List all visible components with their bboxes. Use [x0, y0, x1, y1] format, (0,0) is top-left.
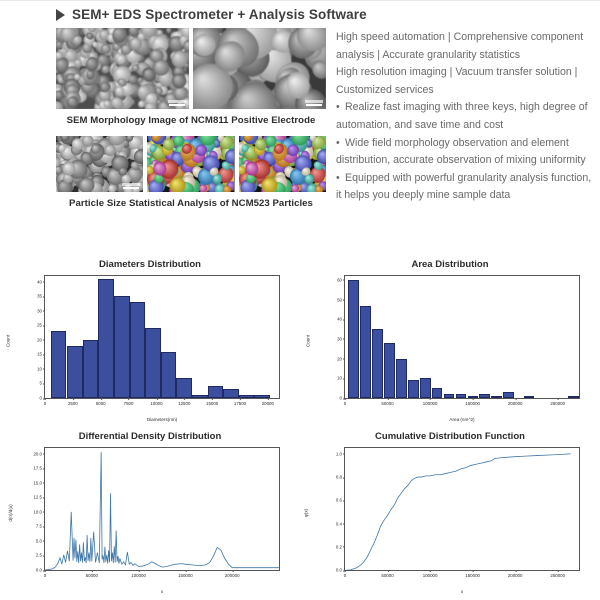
chart-area-distribution — [300, 255, 600, 427]
bar — [432, 388, 443, 398]
chart-title: Diameters Distribution — [99, 259, 201, 270]
x-axis-tick: 15000 — [206, 401, 219, 406]
x-axis-tick: 0 — [43, 573, 47, 578]
top-divider — [0, 0, 600, 1]
bullet-icon: • — [336, 171, 340, 184]
segmentation-overlay-pass1 — [147, 136, 234, 192]
bar — [396, 359, 407, 398]
x-axis-tick: 50000 — [85, 573, 98, 578]
plot-area — [37, 275, 280, 406]
y-axis-tick: 0.0 — [335, 567, 342, 573]
chart-title: Differential Density Distribution — [78, 431, 222, 442]
y-axis-label: φ(x) — [303, 508, 309, 518]
chart-diameters-distribution — [0, 255, 300, 427]
gallery-caption-2: Particle Size Statistical Analysis of NCM523 Particles — [69, 198, 313, 209]
bar — [348, 280, 359, 398]
x-axis-tick: 0 — [343, 573, 347, 578]
x-axis-tick: 0 — [343, 401, 347, 406]
bar-series — [45, 276, 279, 398]
bar — [420, 378, 431, 398]
x-axis-tick: 50000 — [381, 401, 394, 406]
x-axis-label: x — [160, 589, 164, 594]
y-axis-tick: 0 — [39, 395, 42, 401]
y-axis-tick: 15 — [37, 351, 42, 357]
bar — [114, 296, 130, 398]
y-axis-tick: 40 — [37, 279, 42, 285]
feature-bullet-1 — [336, 99, 594, 134]
y-axis-tick: 0.4 — [335, 521, 342, 527]
x-axis-tick: 250000 — [550, 401, 566, 406]
y-axis-tick: 1.0 — [335, 451, 342, 457]
y-axis-tick: 20.0 — [33, 451, 42, 457]
gallery-column — [56, 28, 326, 209]
y-axis-tick: 0.2 — [335, 544, 342, 550]
feature-bullet-2-text: Wide field morphology observation and element distribution, accurate observation of mixing uniformity — [336, 136, 586, 167]
x-axis-tick: 100000 — [422, 401, 438, 406]
line-series — [45, 448, 279, 570]
x-axis-tick: 150000 — [178, 573, 193, 578]
scale-bar-icon — [123, 187, 139, 189]
data-line — [45, 452, 279, 570]
x-axis-tick: 50000 — [381, 573, 394, 578]
x-axis-tick: 150000 — [465, 401, 480, 406]
y-axis-label: Count — [5, 334, 11, 348]
page-title: SEM+ EDS Spectrometer + Analysis Software — [72, 7, 367, 22]
bar — [444, 394, 455, 398]
y-axis-tick: 60 — [337, 277, 342, 283]
y-axis-tick: 30 — [337, 336, 342, 342]
page-header — [0, 0, 600, 28]
bar — [130, 302, 146, 398]
bar — [161, 352, 177, 398]
x-axis-tick: 100000 — [422, 573, 438, 578]
x-axis-tick: 7500 — [123, 401, 134, 406]
y-axis-tick: 17.5 — [33, 465, 42, 471]
sem-micrograph-ncm523 — [56, 136, 143, 192]
chart-differential-density-distribution — [0, 427, 300, 599]
gallery-row-2 — [56, 136, 326, 192]
sem-micrograph-wide-field — [56, 28, 189, 109]
y-axis-tick: 0.8 — [335, 474, 342, 480]
x-axis-tick: 2500 — [67, 401, 78, 406]
bar — [145, 328, 161, 398]
bar — [479, 394, 490, 398]
y-axis-tick: 5.0 — [35, 538, 42, 544]
bullet-icon: • — [336, 101, 340, 114]
y-axis-tick: 20 — [37, 337, 42, 343]
bar — [239, 395, 255, 398]
y-axis-tick: 0 — [339, 395, 342, 401]
bar — [384, 343, 395, 398]
feature-bullet-1-text: Realize fast imaging with three keys, high degree of automation, and save time and cost — [336, 101, 588, 131]
bar-series — [345, 276, 579, 398]
plot-area — [33, 447, 280, 578]
x-axis-tick: 10000 — [150, 401, 163, 406]
y-axis-tick: 25 — [37, 322, 42, 328]
bar — [98, 279, 114, 398]
plot-area — [335, 447, 580, 578]
y-axis-tick: 30 — [37, 308, 42, 314]
y-axis-tick: 2.5 — [35, 552, 42, 558]
feature-bullet-2 — [336, 135, 594, 170]
charts-grid — [0, 255, 600, 599]
bar — [568, 396, 579, 398]
bar — [456, 394, 467, 398]
bar — [67, 346, 83, 398]
bar — [360, 306, 371, 398]
x-axis-tick: 17500 — [233, 401, 247, 406]
y-axis-tick: 35 — [37, 293, 42, 299]
gallery-row-1 — [56, 28, 326, 109]
y-axis-tick: 20 — [337, 356, 342, 362]
bar — [208, 386, 224, 398]
chart-cumulative-distribution-function — [300, 427, 600, 599]
x-axis-tick: 0 — [43, 401, 47, 406]
segmentation-overlay-pass2 — [239, 136, 326, 192]
y-axis-tick: 0.0 — [35, 567, 42, 573]
bar — [372, 329, 383, 398]
chart-title: Cumulative Distribution Function — [375, 431, 525, 442]
bar — [254, 395, 270, 398]
y-axis-label: Count — [305, 334, 311, 348]
x-axis-tick: 250000 — [550, 573, 566, 578]
x-axis-tick: 150000 — [465, 573, 480, 578]
y-axis-tick: 5 — [39, 380, 42, 386]
y-axis-tick: 7.5 — [35, 523, 42, 529]
y-axis-tick: 15.0 — [33, 480, 42, 486]
feature-line-2: High resolution imaging | Vacuum transfer solution | Customized services — [336, 66, 578, 96]
x-axis-tick: 100000 — [131, 573, 146, 578]
line-series — [345, 448, 579, 570]
y-axis-tick: 12.5 — [33, 494, 42, 500]
y-axis-tick: 40 — [337, 316, 342, 322]
feature-list — [336, 28, 594, 209]
scale-bar-icon — [169, 104, 185, 106]
x-axis-tick: 20000 — [261, 401, 274, 406]
bar — [223, 389, 239, 398]
scale-bar-icon — [306, 104, 322, 106]
bar — [176, 378, 192, 398]
bar — [503, 392, 514, 398]
bar — [491, 396, 502, 398]
bar — [468, 396, 479, 398]
bar — [192, 395, 208, 398]
x-axis-label: Diameters(nm) — [146, 417, 178, 422]
bar — [408, 380, 419, 398]
bar — [51, 331, 67, 398]
x-axis-tick: 12500 — [178, 401, 191, 406]
bullet-icon: • — [336, 136, 340, 149]
y-axis-tick: 0.6 — [335, 497, 342, 503]
plot-area — [337, 275, 580, 406]
x-axis-tick: 200000 — [224, 573, 240, 578]
feature-line-1: High speed automation | Comprehensive component analysis | Accurate granularity statistics — [336, 31, 584, 61]
y-axis-tick: 10 — [37, 366, 42, 372]
y-axis-tick: 50 — [337, 297, 342, 303]
y-axis-tick: 10.0 — [33, 509, 42, 515]
feature-bullet-3 — [336, 170, 594, 205]
play-triangle-icon — [56, 9, 65, 21]
x-axis-label: x — [460, 589, 464, 594]
x-axis-tick: 200000 — [507, 573, 523, 578]
feature-bullet-3-text: Equipped with powerful granularity analysis function, it helps you deeply mine sample data — [336, 171, 592, 202]
x-axis-label: Area (nm^2) — [449, 417, 475, 422]
x-axis-tick: 5000 — [95, 401, 106, 406]
bar — [83, 340, 99, 398]
gallery-caption-1: SEM Morphology Image of NCM811 Positive Electrode — [66, 115, 316, 126]
chart-title: Area Distribution — [411, 259, 489, 270]
top-section — [0, 28, 600, 209]
x-axis-tick: 200000 — [507, 401, 523, 406]
y-axis-tick: 10 — [337, 375, 342, 381]
bar — [524, 396, 535, 398]
y-axis-label: d(n)/d(x) — [8, 504, 14, 522]
data-line — [347, 454, 571, 570]
sem-micrograph-single-particle — [193, 28, 326, 109]
